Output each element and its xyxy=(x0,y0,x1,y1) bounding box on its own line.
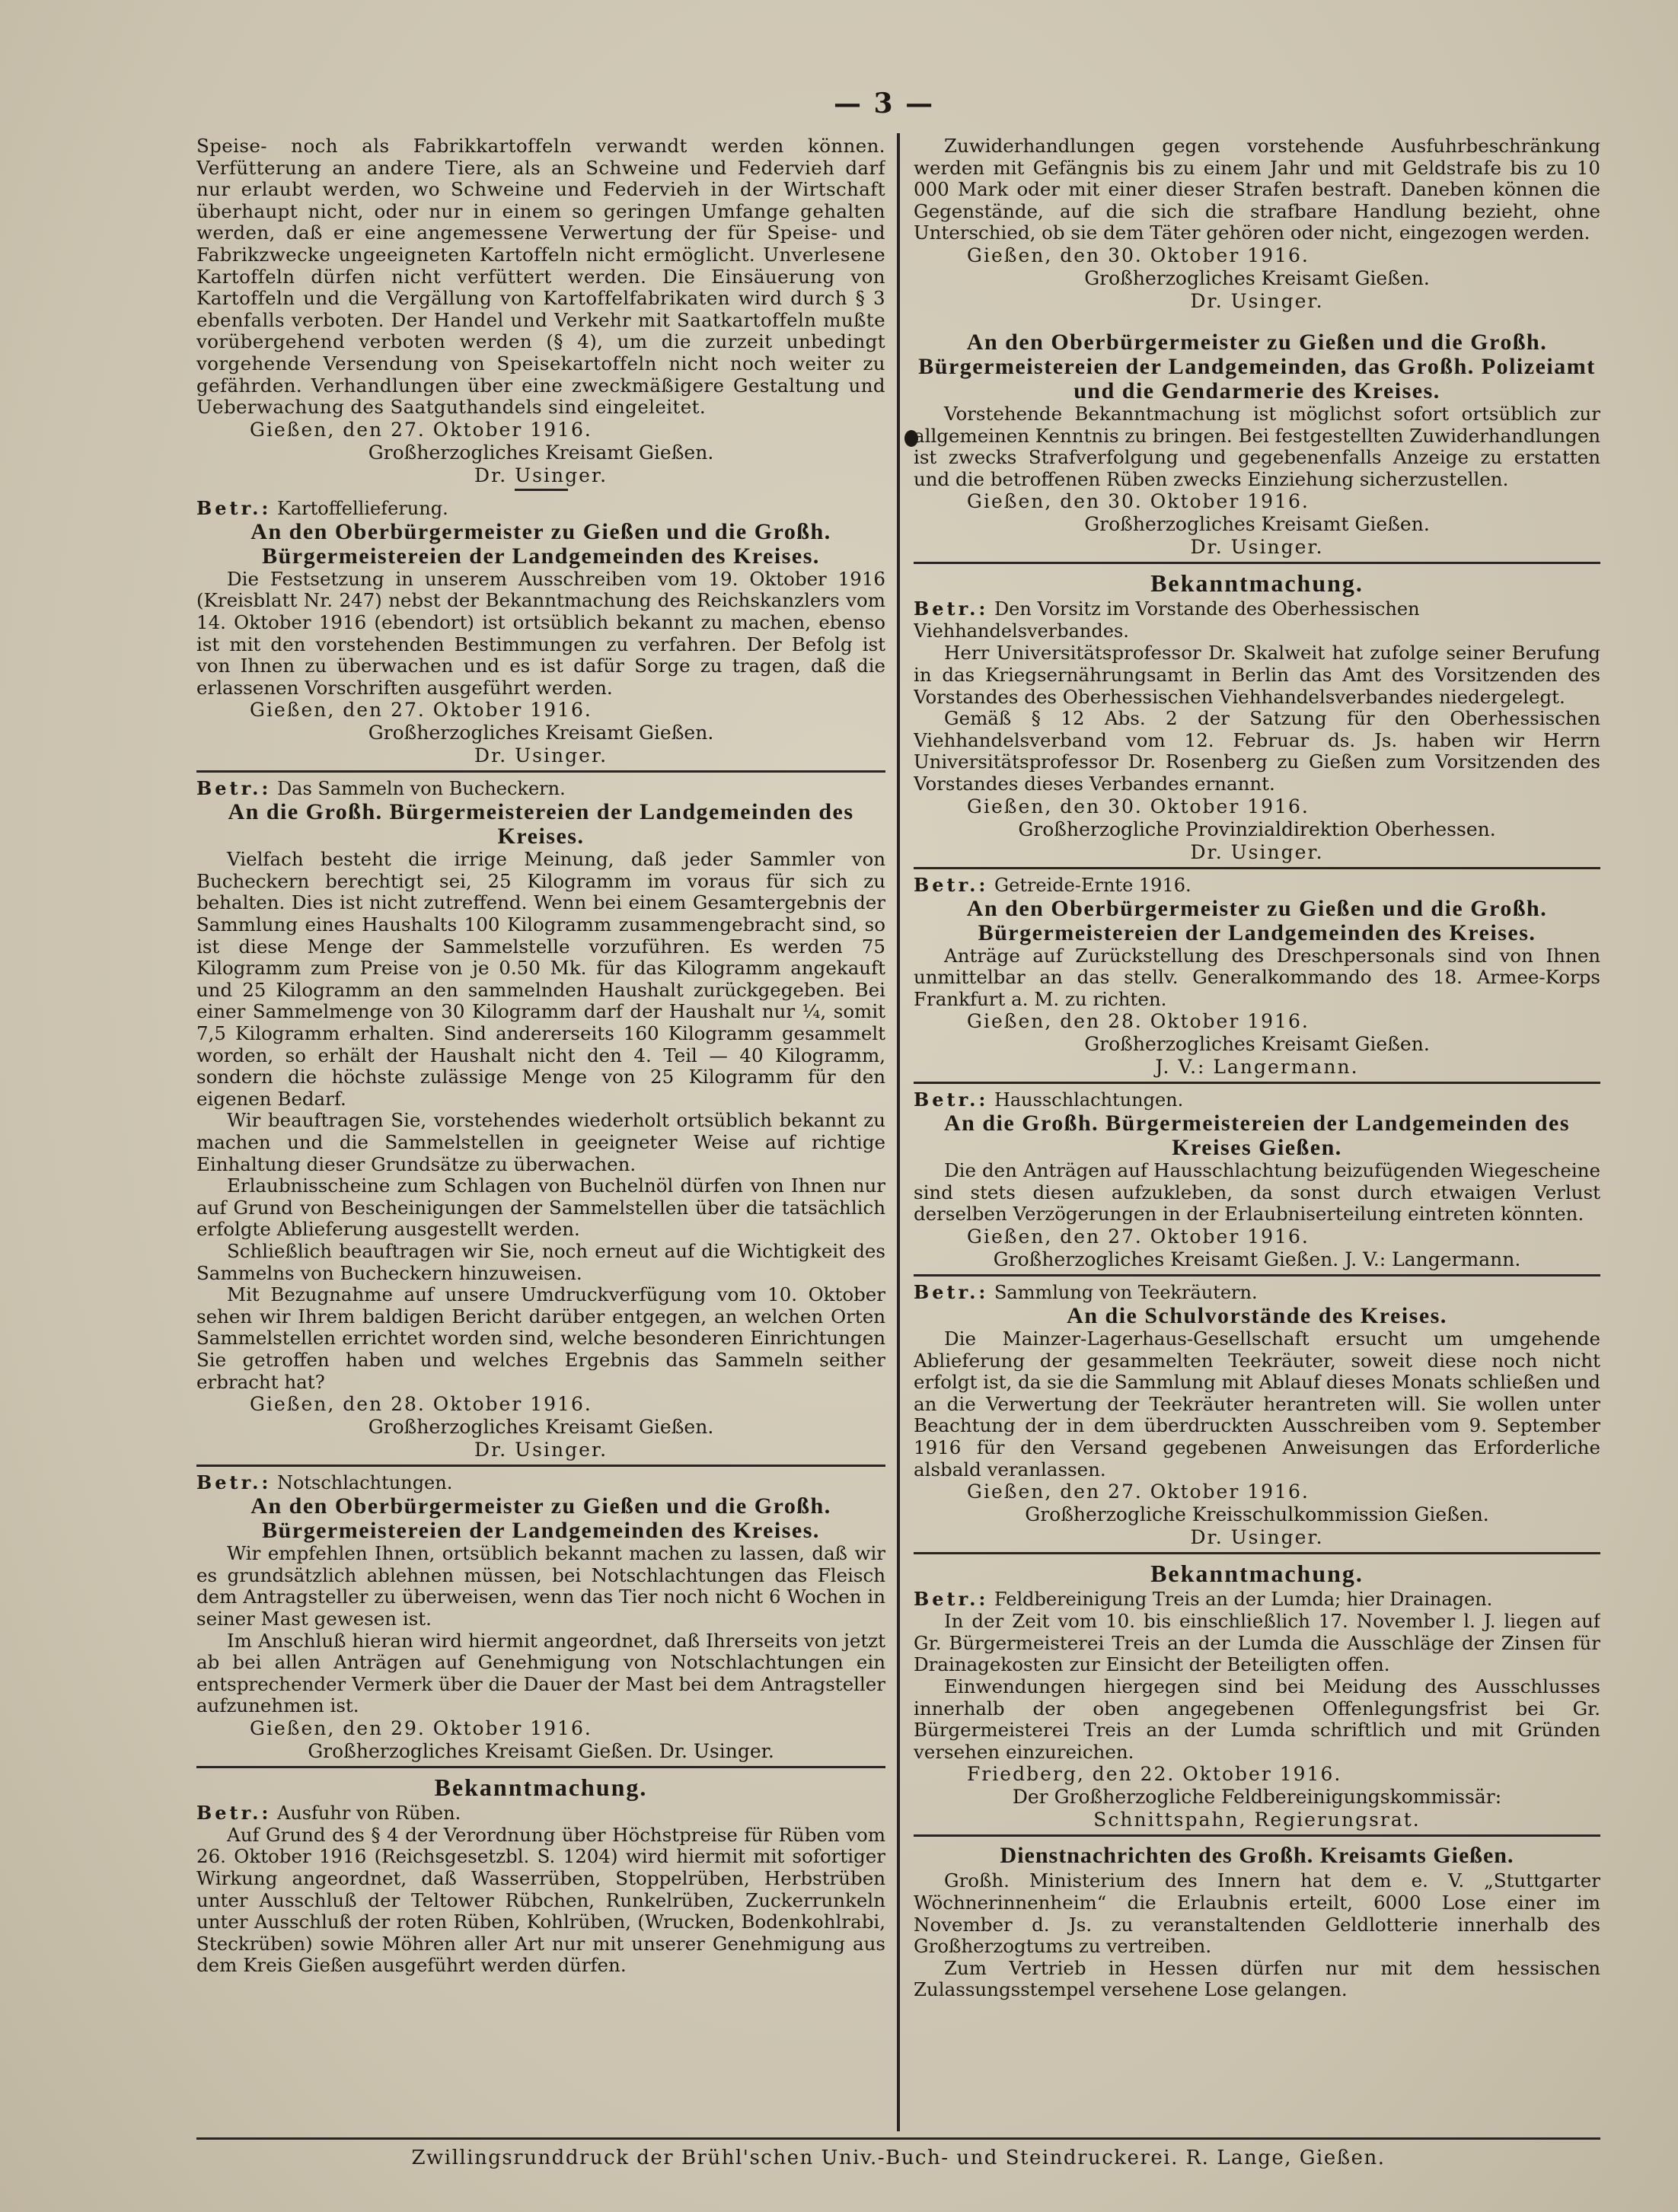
notice-paragraph: Herr Universitätsprofessor Dr. Skalweit hat zufolge seiner Berufung in das Kriegsernährungsamt in Berlin das Amt des Vorsitzenden des Vorstandes des Oberhessischen Viehhandelsverbandes niedergelegt. xyxy=(914,642,1600,708)
issuing-authority: Großherzogliches Kreisamt Gießen. xyxy=(368,441,714,464)
notice-paragraph: Großh. Ministerium des Innern hat dem e. V. „Stuttgarter Wöchnerinnenheim“ die Erlaubnis erteilt, 6000 Lose einer im November d. Js. zu veranstaltenden Geldlotterie innerhalb des Großherzogtums zu vertreiben. xyxy=(914,1869,1600,1958)
notice-dienstnachrichten xyxy=(914,1841,1600,2001)
place-date: Gießen, den 28. Oktober 1916. xyxy=(967,1010,1310,1033)
issuing-authority: Großherzogliches Kreisamt Gießen. xyxy=(368,722,714,744)
subject-line xyxy=(914,1588,1600,1611)
signature: J. V.: Langermann. xyxy=(1155,1056,1359,1079)
addressee: An den Oberbürgermeister zu Gießen und die Großh. Bürgermeistereien der Landgemeinden des Kreises. xyxy=(250,518,831,569)
subject-line xyxy=(196,497,885,520)
place-date: Friedberg, den 22. Oktober 1916. xyxy=(967,1763,1342,1786)
notice-paragraph: Vorstehende Bekanntmachung ist möglichst sofort ortsüblich zur allgemeinen Kenntnis zu bringen. Bei festgestellten Zuwiderhandlungen ist zwecks Strafverfolgung und gegebenenfalls Anzeige zu erstatten und die betroffenen Rüben zwecks Einziehung sicherzustellen. xyxy=(914,402,1600,490)
subject-label: Betr.: xyxy=(196,1801,272,1824)
notice-ruebenausfuhr-continued xyxy=(914,135,1600,328)
place-date: Gießen, den 27. Oktober 1916. xyxy=(250,418,592,441)
place-date: Gießen, den 27. Oktober 1916. xyxy=(967,1226,1310,1248)
separator xyxy=(914,1082,1600,1084)
subject-text: Hausschlachtungen. xyxy=(994,1089,1184,1111)
notice-paragraph: Schließlich beauftragen wir Sie, noch erneut auf die Wichtigkeit des Sammelns von Bucheckern hinzuweisen. xyxy=(196,1239,885,1284)
subject-label: Betr.: xyxy=(914,1281,989,1304)
notice-paragraph: Einwendungen hiergegen sind bei Meidung des Ausschlusses innerhalb der oben angegebenen Offenlegungsfrist bei Gr. Bürgermeisterei Treis an der Lumda schriftlich und mit Gründen versehen einzureichen. xyxy=(914,1675,1600,1763)
addressee: An die Schulvorstände des Kreises. xyxy=(1067,1303,1447,1329)
subject-line xyxy=(196,1802,885,1825)
printer-imprint: Zwillingsrunddruck der Brühl'schen Univ.-Buch- und Steindruckerei. R. Lange, Gießen. xyxy=(411,2147,1386,2169)
notice-heading: Bekanntmachung. xyxy=(1150,569,1364,598)
notice-viehhandelsverband xyxy=(914,569,1600,869)
authority-signature: Großherzogliches Kreisamt Gießen. Dr. Usinger. xyxy=(308,1739,774,1762)
place-date: Gießen, den 27. Oktober 1916. xyxy=(250,699,592,722)
addressee: An den Oberbürgermeister zu Gießen und die Großh. Bürgermeistereien der Landgemeinden, das Großh. Polizeiamt und die Gendarmerie des Kreises. xyxy=(918,329,1596,403)
signature: Dr. Usinger. xyxy=(1190,536,1324,559)
place-date: Gießen, den 30. Oktober 1916. xyxy=(967,795,1310,818)
signature: Dr. Usinger. xyxy=(474,464,608,486)
notice-heading: Bekanntmachung. xyxy=(434,1773,648,1801)
subject-label: Betr.: xyxy=(196,1471,272,1494)
place-date: Gießen, den 30. Oktober 1916. xyxy=(967,244,1310,266)
subject-text: Kartoffellieferung. xyxy=(276,497,448,519)
notice-paragraph: Vielfach besteht die irrige Meinung, daß jeder Sammler von Bucheckern berechtigt sei, 25 Kilogramm im voraus für sich zu behalten. Dies ist nicht zutreffend. Wenn bei einem Gesamtergebnis der Sammlung eines Haushalts 100 Kilogramm zusammengebracht sind, so ist diese Menge der Sammelstelle vorzuführen. Es werden 75 Kilogramm zum Preise von je 0.50 Mk. für das Kilogramm angekauft und 25 Kilogramm an den sammelnden Haushalt zurückgegeben. Bei einer Sammelmenge von 30 Kilogramm darf der Haushalt nur ¼, somit 7,5 Kilogramm erhalten. Sind andererseits 160 Kilogramm gesammelt worden, so erhält der Haushalt nicht den 4. Teil — 40 Kilogramm, sondern die höchste zulässige Menge von 25 Kilogramm für den eigenen Bedarf. xyxy=(196,848,885,1110)
notice-ruebenausfuhr xyxy=(196,1773,885,1977)
notice-paragraph: Im Anschluß hieran wird hiermit angeordnet, daß Ihrerseits von jetzt ab bei allen Anträgen auf Genehmigung von Notschlachtungen ein entsprechender Vermerk über die Dauer der Mast bei dem Antragsteller aufzunehmen ist. xyxy=(196,1629,885,1717)
issuing-authority: Großherzogliche Provinzialdirektion Oberhessen. xyxy=(1018,818,1496,840)
subject-label: Betr.: xyxy=(914,873,989,896)
right-column xyxy=(914,135,1600,2130)
addressee: An den Oberbürgermeister zu Gießen und die Großh. Bürgermeistereien der Landgemeinden des Kreises. xyxy=(966,895,1548,945)
notice-heading: Dienstnachrichten des Großh. Kreisamts Gießen. xyxy=(1000,1843,1514,1869)
addressee: An die Großh. Bürgermeistereien der Landgemeinden des Kreises Gießen. xyxy=(944,1111,1570,1161)
subject-text: Den Vorsitz im Vorstande des Oberhessischen Viehhandelsverbandes. xyxy=(914,598,1420,642)
separator xyxy=(196,1465,885,1467)
left-column xyxy=(196,135,885,2130)
notice-feldbereinigung xyxy=(914,1559,1600,1837)
subject-line xyxy=(196,1471,885,1494)
notice-paragraph: Anträge auf Zurückstellung des Dreschpersonals sind von Ihnen unmittelbar an das stellv. Generalkommando des 18. Armee-Korps Frankfurt a. M. zu richten. xyxy=(914,944,1600,1010)
subject-label: Betr.: xyxy=(914,1588,989,1611)
subject-line xyxy=(914,1088,1600,1111)
separator xyxy=(914,1274,1600,1277)
subject-text: Feldbereinigung Treis an der Lumda; hier Drainagen. xyxy=(994,1589,1493,1611)
separator xyxy=(914,867,1600,869)
signature: Dr. Usinger. xyxy=(474,744,608,767)
subject-text: Das Sammeln von Bucheckern. xyxy=(276,778,566,800)
subject-line xyxy=(914,1281,1600,1304)
subject-text: Getreide-Ernte 1916. xyxy=(994,874,1192,896)
place-date: Gießen, den 30. Oktober 1916. xyxy=(967,490,1310,513)
notice-paragraph: Gemäß § 12 Abs. 2 der Satzung für den Oberhessischen Viehhandelsverband vom 12. Februar ds. Js. haben wir Herrn Universitätsprofessor Dr. Rosenberg zu Gießen zum Vorsitzenden des Vorstandes dieses Verbandes ernannt. xyxy=(914,707,1600,795)
footer-rule xyxy=(196,2137,1600,2140)
subject-label: Betr.: xyxy=(196,777,272,800)
issuing-authority: Der Großherzogliche Feldbereinigungskommissär: xyxy=(1012,1786,1502,1809)
notice-getreideernte xyxy=(914,874,1600,1085)
notice-paragraph: Speise- noch als Fabrikkartoffeln verwandt werden können. Verfütterung an andere Tiere, als an Schweine und Federvieh darf nur erlaubt werden, wo Schweine und Federvieh in der Wirtschaft überhaupt nicht, oder nur in einem so geringen Umfange gehalten werden, daß er eine angemessene Verwertung der für Speise- und Fabrikzwecke ungeeigneten Kartoffeln nicht ermöglicht. Unverlesene Kartoffeln dürfen nicht verfüttert werden. Die Einsäuerung von Kartoffeln und die Vergällung von Kartoffelfabrikaten wird durch § 3 ebenfalls verboten. Der Handel und Verkehr mit Saatkartoffeln mußte vorübergehend verboten werden (§ 4), um die zurzeit unbedingt vorgehende Versendung von Speisekartoffeln nicht noch weiter zu gefährden. Verhandlungen über eine zweckmäßigere Gestaltung und Ueberwachung des Saatguthandels sind eingeleitet. xyxy=(196,135,885,419)
subject-line xyxy=(196,777,885,800)
notice-kartoffellieferung xyxy=(196,497,885,773)
issuing-authority: Großherzogliches Kreisamt Gießen. xyxy=(368,1416,714,1439)
notice-paragraph: Zum Vertrieb in Hessen dürfen nur mit dem hessischen Zulassungsstempel versehene Lose gelangen. xyxy=(914,1956,1600,2001)
subject-line xyxy=(914,874,1600,897)
column-divider xyxy=(897,133,900,2131)
notice-teekraeuter xyxy=(914,1281,1600,1554)
notice-kartoffeln-continued xyxy=(196,135,885,491)
addressee: An den Oberbürgermeister zu Gießen und die Großh. Bürgermeistereien der Landgemeinden des Kreises. xyxy=(250,1493,831,1544)
subject-label: Betr.: xyxy=(914,1088,989,1111)
notice-paragraph: Mit Bezugnahme auf unsere Umdruckverfügung vom 10. Oktober sehen wir Ihrem baldigen Bericht darüber entgegen, an welchen Orten Sammelstellen errichtet worden sind, welche besonderen Einrichtungen Sie getroffen haben und welches Ergebnis das Sammeln seither erbracht hat? xyxy=(196,1283,885,1393)
notice-heading: Bekanntmachung. xyxy=(1150,1560,1364,1588)
notice-paragraph: Die Festsetzung in unserem Ausschreiben vom 19. Oktober 1916 (Kreisblatt Nr. 247) nebst der Bekanntmachung des Reichskanzlers vom 14. Oktober 1916 (ebendort) ist ortsüblich bekannt zu machen, ebenso ist mit den vorstehenden Bestimmungen zu verfahren. Der Befolg ist von Ihnen zu überwachen und es ist dafür Sorge zu tragen, daß die erlassenen Vorschriften ausgeführt werden. xyxy=(196,567,885,699)
place-date: Gießen, den 28. Oktober 1916. xyxy=(250,1393,592,1416)
subject-label: Betr.: xyxy=(196,496,272,519)
signature: Dr. Usinger. xyxy=(1190,840,1324,863)
notice-paragraph: Erlaubnisscheine zum Schlagen von Buchelnöl dürfen von Ihnen nur auf Grund von Bescheinigungen der Sammelstellen über die tatsächlich erfolgte Ablieferung ausgestellt werden. xyxy=(196,1175,885,1241)
subject-text: Ausfuhr von Rüben. xyxy=(276,1802,461,1824)
notice-notschlachtungen xyxy=(196,1471,885,1768)
signature: Schnittspahn, Regierungsrat. xyxy=(1093,1809,1421,1831)
notice-gendarmerie xyxy=(914,330,1600,564)
subject-text: Sammlung von Teekräutern. xyxy=(994,1282,1258,1304)
subject-line xyxy=(914,598,1600,642)
page-number: — 3 — xyxy=(834,88,935,120)
notice-paragraph: Die Mainzer-Lagerhaus-Gesellschaft ersucht um umgehende Ablieferung der gesammelten Teekräuter, soweit diese noch nicht erfolgt ist, da sie die Sammlung mit Ablauf dieses Monats schließen und an die Verwertung der Teekräuter herantreten will. Sie wollen unter Beachtung der in dem überdruckten Ausschreiben vom 9. September 1916 für den Versand gegebenen Anweisungen das Erforderliche alsbald veranlassen. xyxy=(914,1328,1600,1481)
notice-paragraph: Wir empfehlen Ihnen, ortsüblich bekannt machen zu lassen, daß wir es grundsätzlich ablehnen müssen, bei Notschlachtungen das Fleisch dem Antragsteller zu überweisen, wenn das Tier noch nicht 6 Wochen in seiner Mast gewesen ist. xyxy=(196,1542,885,1630)
separator xyxy=(196,770,885,773)
addressee: An die Großh. Bürgermeistereien der Landgemeinden des Kreises. xyxy=(228,799,854,849)
notice-bucheckern xyxy=(196,777,885,1467)
signature: Dr. Usinger. xyxy=(474,1439,608,1461)
issuing-authority: Großherzogliches Kreisamt Gießen. xyxy=(1084,1033,1430,1056)
subject-label: Betr.: xyxy=(914,598,989,620)
place-date: Gießen, den 29. Oktober 1916. xyxy=(250,1716,592,1739)
issuing-authority: Großherzogliches Kreisamt Gießen. xyxy=(1084,266,1430,289)
issuing-authority: Großherzogliches Kreisamt Gießen. xyxy=(1084,513,1430,536)
authority-signature: Großherzogliches Kreisamt Gießen. J. V.: Langermann. xyxy=(993,1248,1521,1271)
separator xyxy=(196,1766,885,1768)
separator xyxy=(914,1552,1600,1554)
issuing-authority: Großherzogliche Kreisschulkommission Gießen. xyxy=(1025,1503,1489,1526)
signature: Dr. Usinger. xyxy=(1190,289,1324,312)
place-date: Gießen, den 27. Oktober 1916. xyxy=(967,1481,1310,1503)
signature: Dr. Usinger. xyxy=(1190,1526,1324,1549)
separator xyxy=(515,489,568,491)
notice-paragraph: Wir beauftragen Sie, vorstehendes wiederholt ortsüblich bekannt zu machen und die Sammelstellen in geeigneter Weise auf richtige Einhaltung dieser Grundsätze zu überwachen. xyxy=(196,1109,885,1175)
spacer xyxy=(914,313,1600,328)
notice-paragraph: Zuwiderhandlungen gegen vorstehende Ausfuhrbeschränkung werden mit Gefängnis bis zu einem Jahr und mit Geldstrafe bis zu 10 000 Mark oder mit einer dieser Strafen bestraft. Daneben können die Gegenstände, auf die sich die strafbare Handlung bezieht, ohne Unterschied, ob sie dem Täter gehören oder nicht, eingezogen werden. xyxy=(914,135,1600,244)
subject-text: Notschlachtungen. xyxy=(276,1472,453,1494)
notice-paragraph: Auf Grund des § 4 der Verordnung über Höchstpreise für Rüben vom 26. Oktober 1916 (Reichsgesetzbl. S. 1204) wird hiermit mit sofortiger Wirkung angeordnet, daß Wasserrüben, Stoppelrüben, Herbstrüben unter Ausschluß der Teltower Rübchen, Runkelrüben, Zuckerrunkeln unter Ausschluß der roten Rüben, Kohlrüben, (Wrucken, Bodenkohlrabi, Steckrüben) sowie Möhren aller Art nur mit unserer Genehmigung aus dem Kreis Gießen ausgeführt werden dürfen. xyxy=(196,1823,885,1977)
separator xyxy=(914,1834,1600,1837)
notice-hausschlachtungen xyxy=(914,1088,1600,1277)
notice-paragraph: In der Zeit vom 10. bis einschließlich 17. November l. J. liegen auf Gr. Bürgermeisterei Treis an der Lumda die Ausschläge der Zinsen für Drainagekosten zur Einsicht der Beteiligten offen. xyxy=(914,1610,1600,1676)
notice-paragraph: Die den Anträgen auf Hausschlachtung beizufügenden Wiegescheine sind stets diesen aufzukleben, da sonst durch etwaigen Verlust derselben Verzögerungen in der Erlaubniserteilung eintreten könnten. xyxy=(914,1159,1600,1226)
separator xyxy=(914,562,1600,564)
